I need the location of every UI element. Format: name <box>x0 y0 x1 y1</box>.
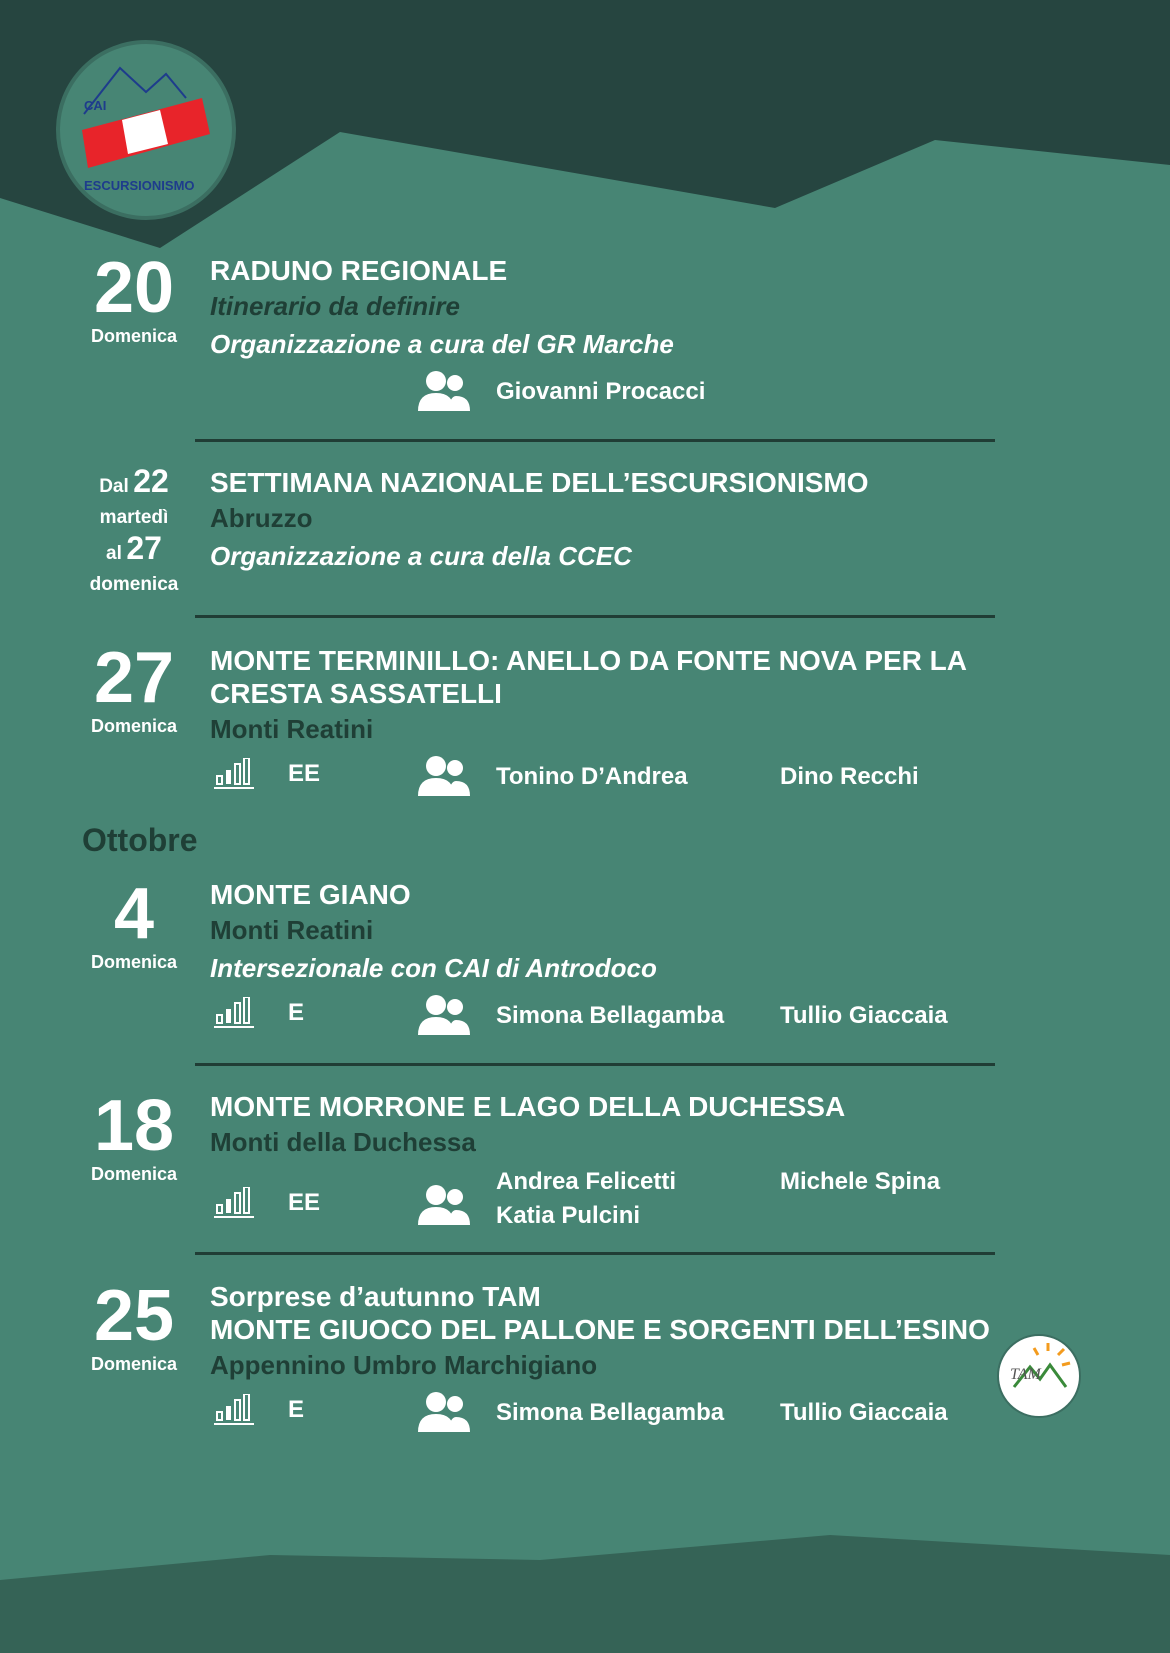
event-day: 4 <box>113 874 155 954</box>
event-info-row <box>210 991 1010 1037</box>
separator <box>195 439 995 442</box>
difficulty-label: EE <box>288 760 321 787</box>
people-icon <box>418 369 470 413</box>
event-info-row <box>210 1388 1010 1434</box>
event-weekday: Domenica <box>90 952 178 972</box>
event-date <box>74 1088 194 1185</box>
people-icon <box>418 1183 470 1227</box>
difficulty-label: E <box>288 999 305 1026</box>
event-leader-2: Tullio Giaccaia <box>780 1002 948 1029</box>
event-weekday: Domenica <box>90 1354 178 1374</box>
people-icon <box>418 1390 470 1434</box>
event-date <box>74 250 194 347</box>
logo-text-cai: CAI <box>84 98 107 113</box>
logo-text-escursionismo: ESCURSIONISMO <box>84 178 195 193</box>
event-area: Appennino Umbro Marchigiano <box>210 1350 598 1380</box>
event-title: MONTE GIUOCO DEL PALLONE E SORGENTI DELL’ESINO <box>210 1314 990 1345</box>
month-heading: Ottobre <box>82 822 198 858</box>
separator <box>195 615 995 618</box>
tam-logo <box>996 1333 1082 1419</box>
event-info-row <box>210 367 1010 413</box>
event-day: 25 <box>93 1276 175 1356</box>
tam-logo-text: TAM <box>1010 1366 1041 1383</box>
event-info-row <box>210 1165 1010 1245</box>
event-weekday: Domenica <box>90 326 178 346</box>
event-leader-2: Michele Spina <box>780 1168 941 1195</box>
event-note: Intersezionale con CAI di Antrodoco <box>210 953 657 983</box>
event-leader: Giovanni Procacci <box>496 378 706 405</box>
event-content <box>210 1090 1010 1245</box>
difficulty-label: EE <box>288 1189 321 1216</box>
range-from-day: 22 <box>133 463 169 499</box>
event-day: 20 <box>93 248 175 328</box>
event-content <box>210 466 1010 575</box>
event-day: 27 <box>93 638 175 718</box>
event-title: SETTIMANA NAZIONALE DELL’ESCURSIONISMO <box>210 467 869 498</box>
event-area: Monti Reatini <box>210 915 374 945</box>
separator <box>195 1252 995 1255</box>
event-day: 18 <box>93 1086 175 1166</box>
event-title: MONTE TERMINILLO: ANELLO DA FONTE NOVA PER LA CRESTA SASSATELLI <box>210 645 966 709</box>
event-info-row <box>210 752 1010 798</box>
event-leader: Simona Bellagamba <box>496 1399 725 1426</box>
event-note: Organizzazione a cura della CCEC <box>210 541 632 571</box>
event-area: Itinerario da definire <box>210 291 460 321</box>
event-date <box>74 1278 194 1375</box>
range-to-weekday: domenica <box>89 574 179 595</box>
separator <box>195 1063 995 1066</box>
event-content <box>210 1280 1010 1434</box>
event-content <box>210 878 1010 1037</box>
event-leader: Simona Bellagamba <box>496 1002 725 1029</box>
event-area: Monti Reatini <box>210 714 374 744</box>
event-weekday: Domenica <box>90 716 178 736</box>
difficulty-icon <box>214 1187 256 1221</box>
event-title: RADUNO REGIONALE <box>210 255 508 286</box>
difficulty-icon <box>214 758 256 792</box>
event-date <box>74 640 194 737</box>
event-area: Monti della Duchessa <box>210 1127 476 1157</box>
cai-escursionismo-logo <box>56 40 236 220</box>
event-area: Abruzzo <box>210 503 313 533</box>
difficulty-icon <box>214 997 256 1031</box>
event-title: MONTE MORRONE E LAGO DELLA DUCHESSA <box>210 1091 846 1122</box>
event-content <box>210 254 1010 413</box>
range-to-prefix: al <box>106 543 122 564</box>
event-date <box>74 876 194 973</box>
people-icon <box>418 993 470 1037</box>
event-leader-2: Dino Recchi <box>780 763 919 790</box>
range-to-day: 27 <box>126 530 162 566</box>
people-icon <box>418 754 470 798</box>
event-leader-2: Tullio Giaccaia <box>780 1399 948 1426</box>
event-subtitle: Sorprese d’autunno TAM <box>210 1281 541 1312</box>
event-content <box>210 644 1010 798</box>
difficulty-label: E <box>288 1396 305 1423</box>
range-from-weekday: martedì <box>99 507 169 528</box>
event-leader: Tonino D’Andrea <box>496 763 688 790</box>
event-title: MONTE GIANO <box>210 879 411 910</box>
event-date-range <box>74 463 194 600</box>
range-from-prefix: Dal <box>99 476 129 497</box>
event-leader-b: Katia Pulcini <box>496 1202 641 1229</box>
event-leader: Andrea Felicetti <box>496 1168 677 1195</box>
event-weekday: Domenica <box>90 1164 178 1184</box>
difficulty-icon <box>214 1394 256 1428</box>
event-note: Organizzazione a cura del GR Marche <box>210 329 674 359</box>
